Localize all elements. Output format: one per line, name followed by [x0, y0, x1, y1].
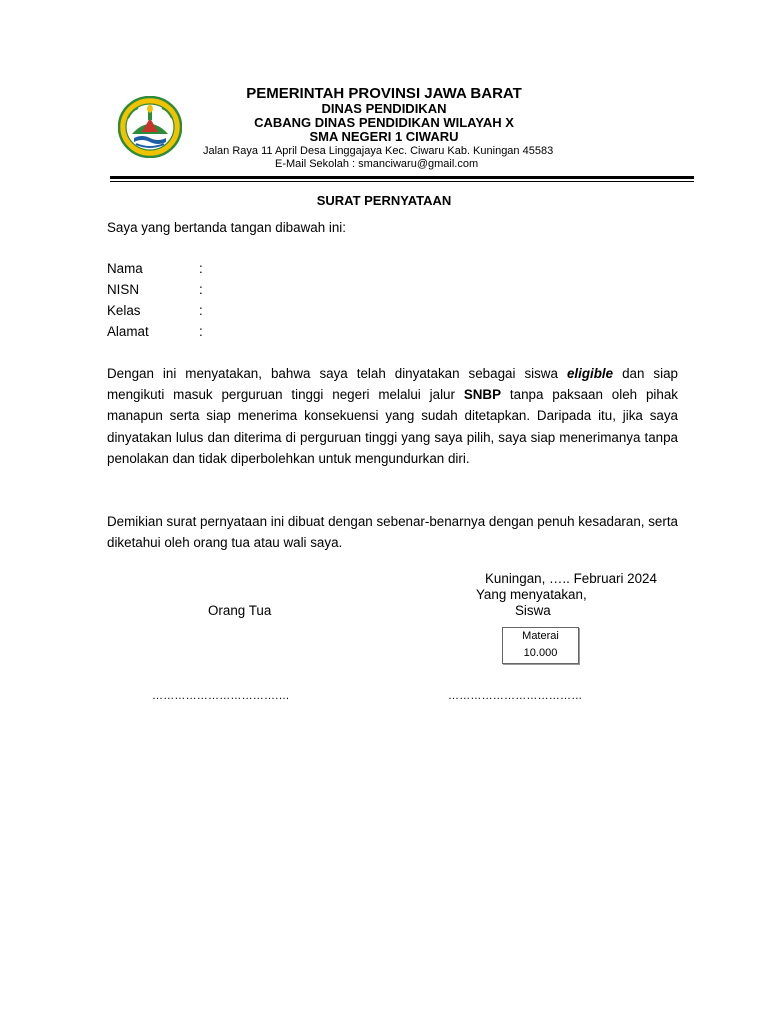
closing-paragraph: Demikian surat pernyataan ini dibuat dengan sebenar-benarnya dengan penuh kesadaran, serta diketahui oleh orang tua atau wali saya.: [107, 514, 678, 551]
field-separator: :: [199, 282, 203, 297]
student-label: Siswa: [515, 603, 551, 618]
stamp-line-2: 10.000: [523, 647, 558, 659]
field-nama: [107, 261, 203, 276]
statement-text-3: tanpa paksaan oleh pihak manapun serta siap menerima konsekuensi yang sudah ditetapkan. Daripada itu, jika saya dinyatakan lulus dan diterima di perguruan tinggi yang saya pilih, saya siap menerimanya tanpa penolakan dan tidak diperbolehkan untuk mengundurkan diri.: [107, 387, 678, 466]
field-separator: :: [199, 324, 203, 339]
stamp-duty-box: [502, 627, 579, 664]
parent-signature-line: …………………………….…: [152, 690, 290, 702]
letterhead-divider-thin: [110, 181, 694, 182]
field-kelas: [107, 303, 203, 318]
student-signature-line: ………………………………: [448, 690, 583, 702]
statement-paragraph: [107, 363, 678, 469]
declarant-label: Yang menyatakan,: [476, 587, 587, 602]
field-nisn: [107, 282, 203, 297]
field-label: Nama: [107, 261, 143, 276]
statement-text-1: Dengan ini menyatakan, bahwa saya telah dinyatakan sebagai siswa: [107, 366, 567, 381]
field-label: NISN: [107, 282, 139, 297]
place-date: Kuningan, ….. Februari 2024: [485, 571, 657, 586]
school-name: SMA NEGERI 1 CIWARU: [309, 129, 459, 144]
stamp-line-1: Materai: [522, 630, 559, 642]
document-title: SURAT PERNYATAAN: [316, 193, 452, 208]
statement-text-2: dan siap mengikuti masuk perguruan tinggi negeri melalui jalur: [107, 366, 678, 403]
field-separator: :: [199, 261, 203, 276]
snbp-strong: SNBP: [463, 387, 502, 403]
school-address: Jalan Raya 11 April Desa Linggajaya Kec. Ciwaru Kab. Kuningan 45583: [203, 145, 554, 157]
letterhead-divider-thick: [110, 176, 694, 179]
field-label: Kelas: [107, 303, 141, 318]
school-email: E-Mail Sekolah : smanciwaru@gmail.com: [275, 158, 479, 170]
department-name: DINAS PENDIDIKAN: [321, 101, 447, 116]
field-alamat: [107, 324, 203, 339]
field-separator: :: [199, 303, 203, 318]
eligible-emphasis: eligible: [566, 366, 614, 381]
government-name: PEMERINTAH PROVINSI JAWA BARAT: [246, 85, 522, 102]
parent-label: Orang Tua: [208, 603, 272, 618]
branch-name: CABANG DINAS PENDIDIKAN WILAYAH X: [254, 115, 514, 130]
field-label: Alamat: [107, 324, 149, 339]
intro-text: Saya yang bertanda tangan dibawah ini:: [107, 220, 346, 235]
